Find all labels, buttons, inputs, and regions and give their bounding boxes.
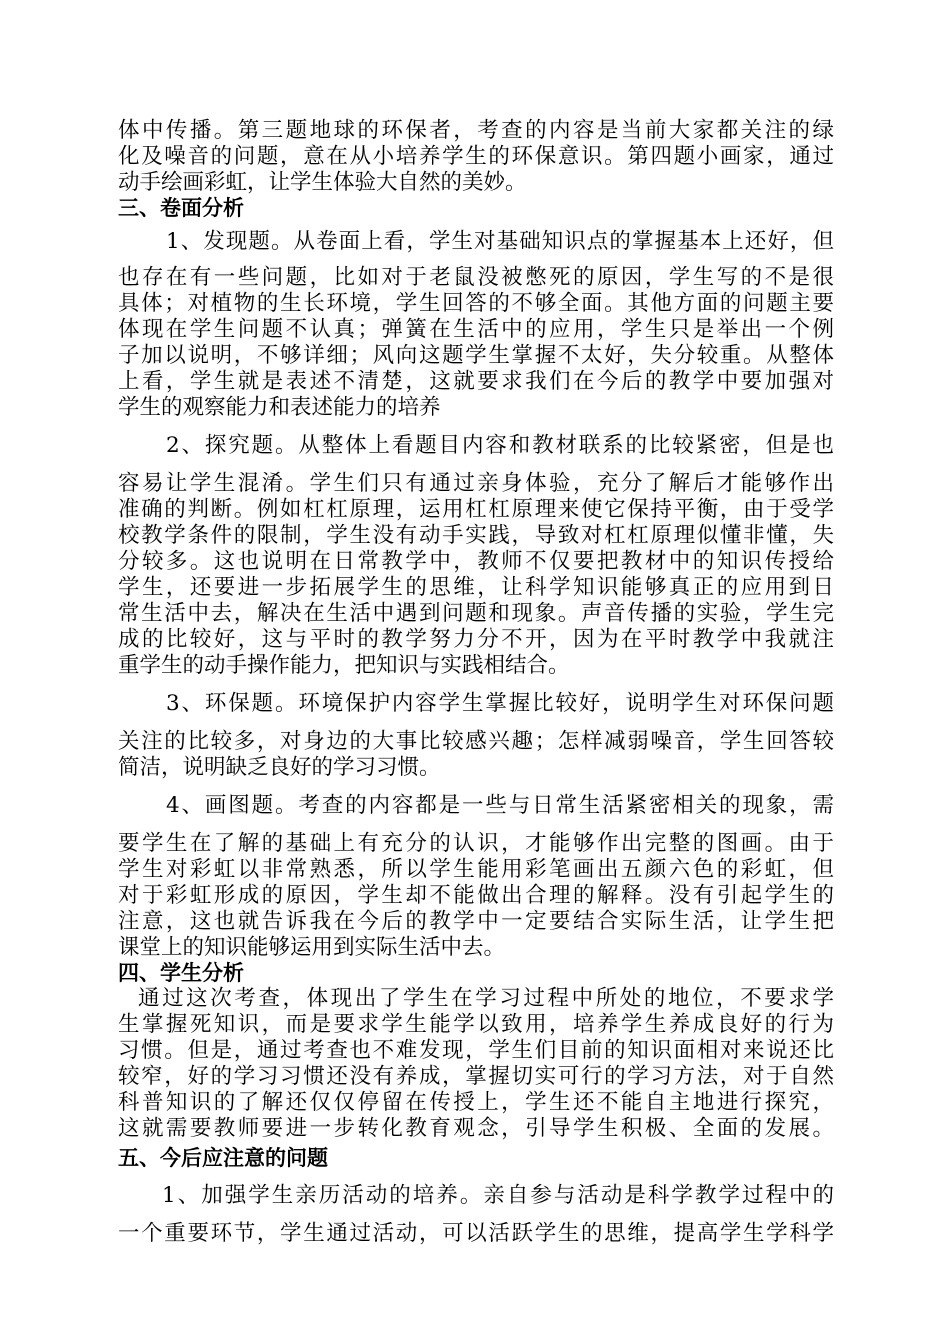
paragraph-line: 重学生的动手操作能力，把知识与实践相结合。 (118, 653, 570, 678)
paragraph-line: 对于彩虹形成的原因，学生却不能做出合理的解释。没有引起学生的 (118, 883, 834, 908)
paragraph-line: 课堂上的知识能够运用到实际生活中去。 (118, 935, 506, 960)
paragraph-line: 1、发现题。从卷面上看，学生对基础知识点的掌握基本上还好，但 (166, 229, 834, 254)
paragraph-line: 动手绘画彩虹，让学生体验大自然的美妙。 (118, 170, 527, 195)
paragraph-line: 通过这次考查，体现出了学生在学习过程中所处的地位，不要求学 (138, 986, 834, 1011)
paragraph-line: 习惯。但是，通过考查也不难发现，学生们目前的知识面相对来说还比 (118, 1038, 834, 1063)
paragraph-line: 校教学条件的限制，学生没有动手实践，导致对杠杠原理似懂非懂，失 (118, 523, 834, 548)
paragraph-line: 这就需要教师要进一步转化教育观念，引导学生积极、全面的发展。 (118, 1116, 834, 1141)
paragraph-line: 容易让学生混淆。学生们只有通过亲身体验，充分了解后才能够作出 (118, 471, 834, 496)
paragraph-line: 较窄，好的学习习惯还没有养成，掌握切实可行的学习方法，对于自然 (118, 1064, 834, 1089)
paragraph-line: 4、画图题。考查的内容都是一些与日常生活紧密相关的现象，需 (166, 793, 834, 818)
paragraph-line: 体现在学生问题不认真；弹簧在生活中的应用，学生只是举出一个例 (118, 317, 834, 342)
paragraph-line: 生掌握死知识，而是要求学生能学以致用，培养学生养成良好的行为 (118, 1012, 834, 1037)
section-heading-future-issues: 五、今后应注意的问题 (118, 1146, 328, 1170)
paragraph-line: 常生活中去，解决在生活中遇到问题和现象。声音传播的实验，学生完 (118, 601, 834, 626)
section-heading-paper-analysis: 三、卷面分析 (118, 196, 244, 220)
paragraph-line: 要学生在了解的基础上有充分的认识，才能够作出完整的图画。由于 (118, 831, 834, 856)
document-page (118, 118, 834, 1247)
paragraph-line: 学生对彩虹以非常熟悉，所以学生能用彩笔画出五颜六色的彩虹，但 (118, 857, 834, 882)
paragraph-line: 体中传播。第三题地球的环保者，考查的内容是当前大家都关注的绿 (118, 118, 834, 143)
paragraph-line: 分较多。这也说明在日常教学中，教师不仅要把教材中的知识传授给 (118, 549, 834, 574)
paragraph-line: 注意，这也就告诉我在今后的教学中一定要结合实际生活，让学生把 (118, 909, 834, 934)
paragraph-line: 科普知识的了解还仅仅停留在传授上，学生还不能自主地进行探究， (118, 1090, 834, 1115)
paragraph-line: 一个重要环节，学生通过活动，可以活跃学生的思维，提高学生学科学 (118, 1221, 834, 1246)
paragraph-line: 简洁，说明缺乏良好的学习习惯。 (118, 755, 441, 780)
paragraph-line: 子加以说明，不够详细；风向这题学生掌握不太好，失分较重。从整体 (118, 343, 834, 368)
paragraph-line: 准确的判断。例如杠杠原理，运用杠杠原理来使它保持平衡，由于受学 (118, 497, 834, 522)
paragraph-line: 上看，学生就是表述不清楚，这就要求我们在今后的教学中要加强对 (118, 369, 834, 394)
paragraph-line: 学生，还要进一步拓展学生的思维，让科学知识能够真正的应用到日 (118, 575, 834, 600)
paragraph-line: 关注的比较多，对身边的大事比较感兴趣；怎样减弱噪音，学生回答较 (118, 729, 834, 754)
paragraph-line: 学生的观察能力和表述能力的培养 (118, 395, 441, 420)
paragraph-line: 也存在有一些问题，比如对于老鼠没被憋死的原因，学生写的不是很 (118, 265, 834, 290)
paragraph-line: 化及噪音的问题，意在从小培养学生的环保意识。第四题小画家，通过 (118, 144, 834, 169)
paragraph-line: 具体；对植物的生长环境，学生回答的不够全面。其他方面的问题主要 (118, 291, 834, 316)
section-heading-student-analysis: 四、学生分析 (118, 961, 244, 985)
paragraph-line: 3、环保题。环境保护内容学生掌握比较好，说明学生对环保问题 (166, 691, 834, 716)
paragraph-line: 1、加强学生亲历活动的培养。亲自参与活动是科学教学过程中的 (162, 1183, 834, 1208)
paragraph-line: 2、探究题。从整体上看题目内容和教材联系的比较紧密，但是也 (166, 433, 834, 458)
paragraph-line: 成的比较好，这与平时的教学努力分不开，因为在平时教学中我就注 (118, 627, 834, 652)
